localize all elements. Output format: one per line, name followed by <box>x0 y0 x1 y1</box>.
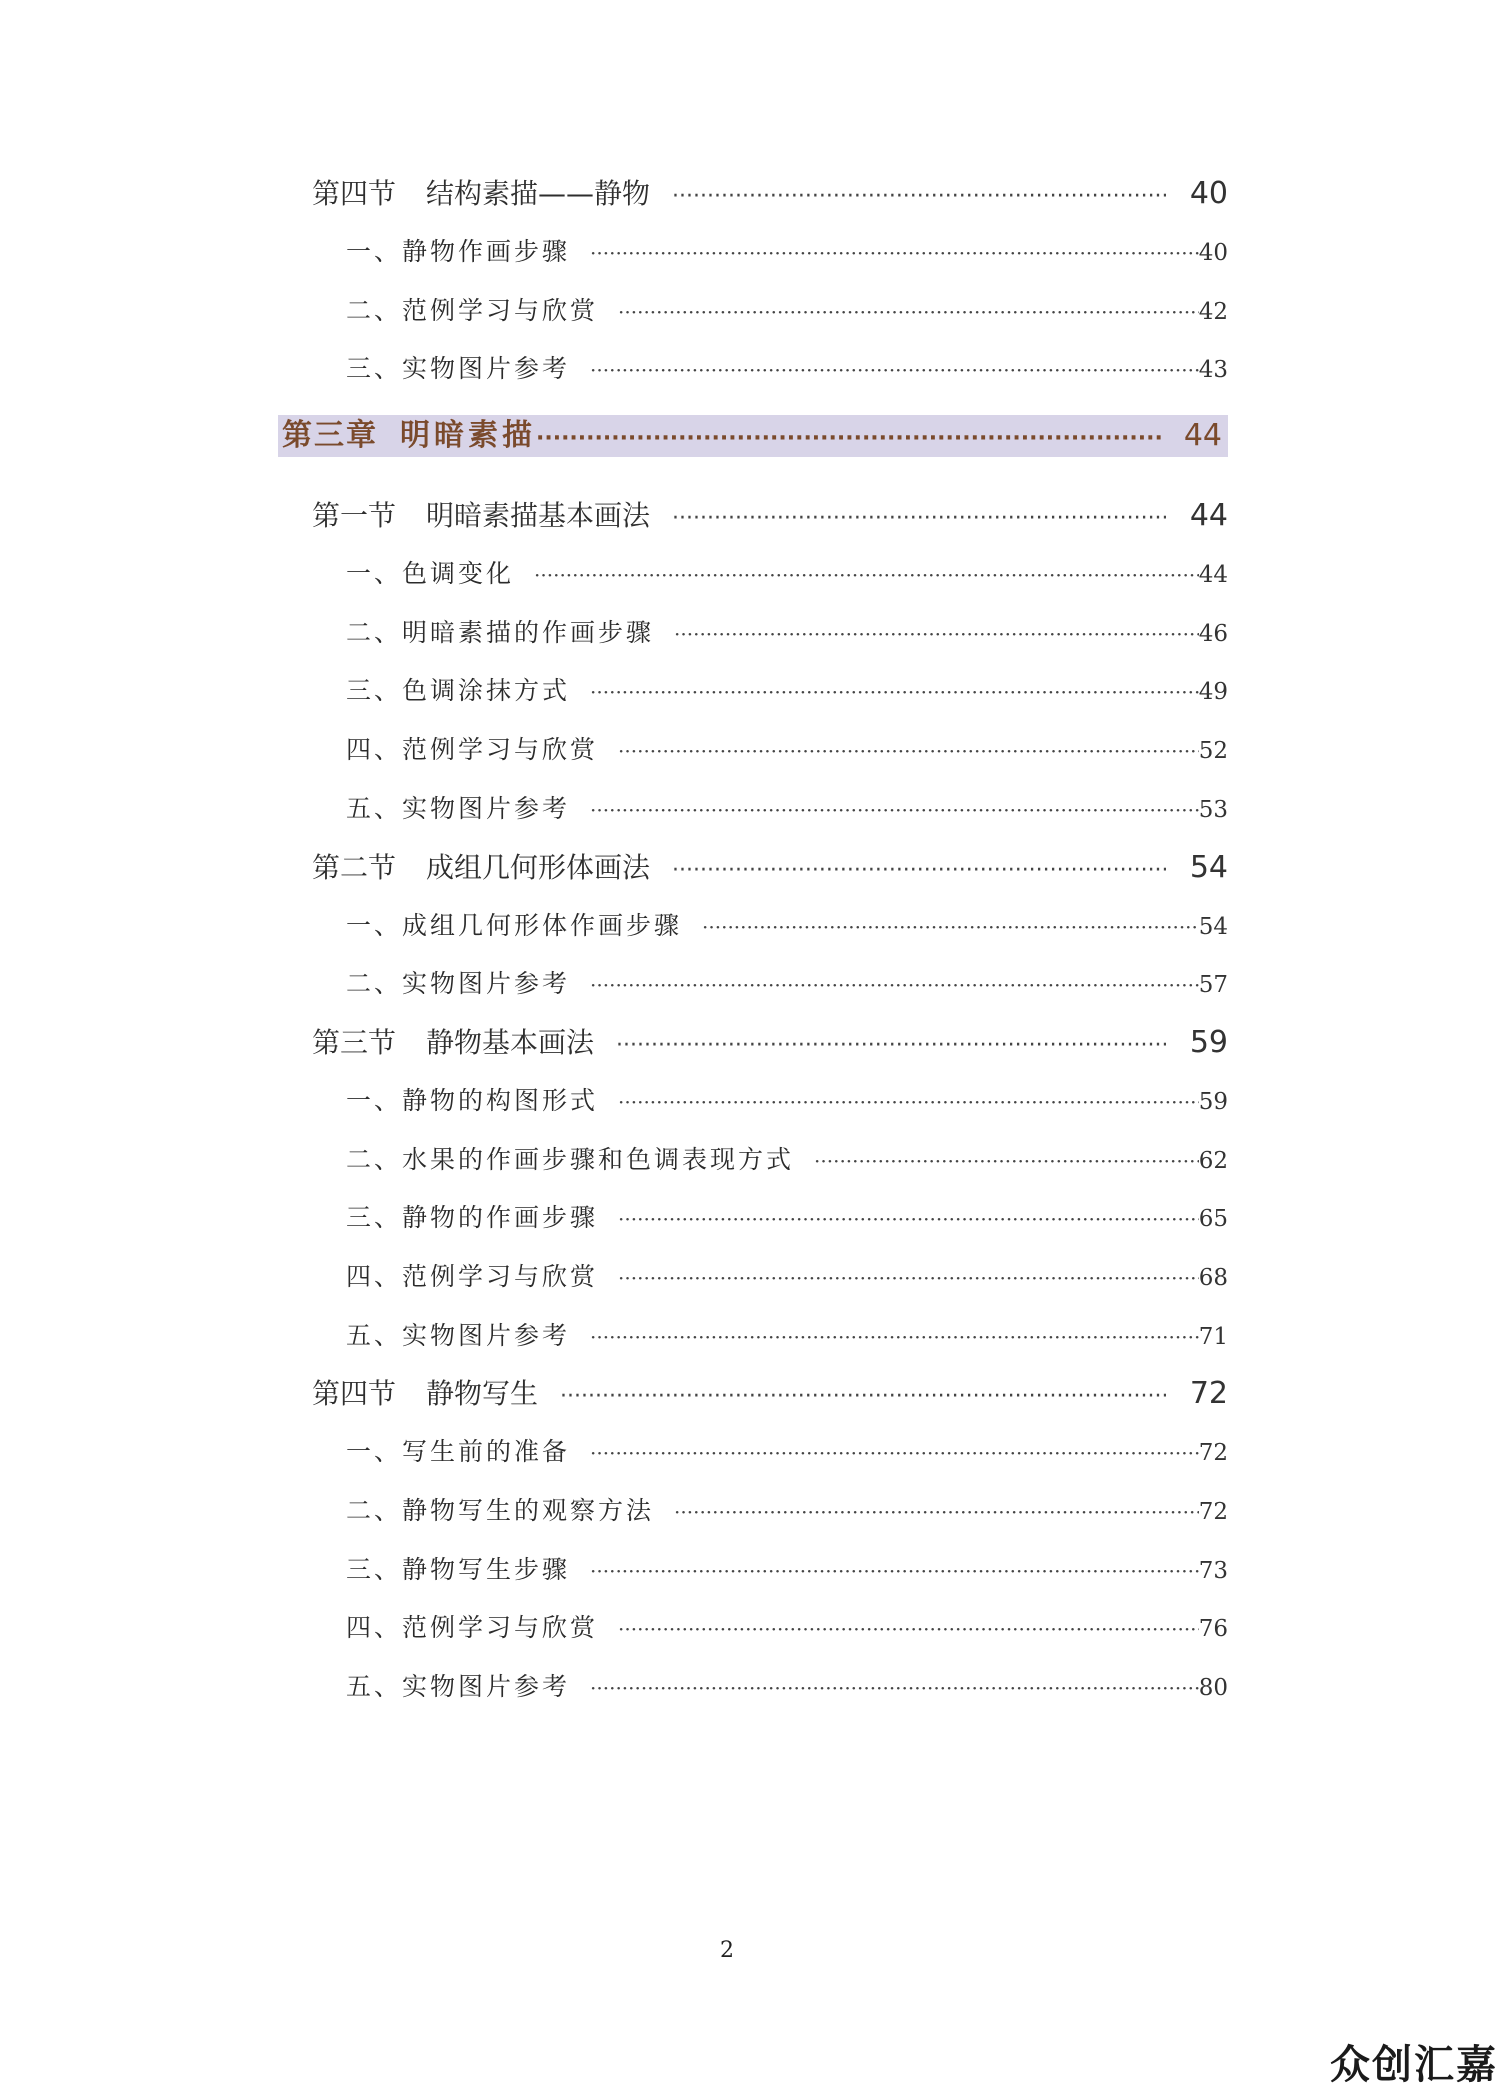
item-label: 二、明暗素描的作画步骤 <box>346 617 655 647</box>
dot-leader <box>618 1190 1199 1249</box>
dot-leader <box>534 546 1199 605</box>
item-label: 二、范例学习与欣赏 <box>346 295 599 325</box>
section-page-number: 72 <box>1189 1376 1228 1412</box>
item-label: 三、色调涂抹方式 <box>346 676 571 706</box>
section-label: 第一节 明暗素描基本画法 <box>312 499 651 533</box>
toc-item[interactable] <box>278 1307 1228 1366</box>
dot-leader <box>560 1368 1166 1426</box>
dot-leader <box>814 1132 1199 1191</box>
item-label: 四、范例学习与欣赏 <box>346 1613 599 1643</box>
item-page-number: 46 <box>1198 620 1228 647</box>
toc-item[interactable] <box>278 545 1228 604</box>
dot-leader <box>618 1073 1199 1132</box>
item-page-number: 44 <box>1198 562 1228 589</box>
toc-chapter-3[interactable] <box>278 415 1228 457</box>
table-of-contents <box>278 165 1228 1717</box>
section-label: 第三节 静物基本画法 <box>312 1025 595 1059</box>
page-number: 2 <box>720 1938 734 1963</box>
toc-item[interactable] <box>278 604 1228 663</box>
dot-leader <box>590 224 1199 283</box>
item-page-number: 43 <box>1198 357 1228 384</box>
section-page-number: 59 <box>1189 1024 1228 1060</box>
dot-leader <box>616 1017 1166 1075</box>
item-label: 一、成组几何形体作画步骤 <box>346 910 683 940</box>
item-label: 一、静物的构图形式 <box>346 1085 599 1115</box>
item-label: 二、水果的作画步骤和色调表现方式 <box>346 1144 795 1174</box>
toc-item[interactable] <box>278 340 1228 399</box>
section-page-number: 54 <box>1189 849 1228 885</box>
item-page-number: 71 <box>1198 1323 1228 1350</box>
toc-section-3[interactable] <box>278 1014 1228 1072</box>
section-page-number: 40 <box>1189 176 1228 211</box>
toc-item[interactable] <box>278 1189 1228 1248</box>
section-label: 第四节 结构素描——静物 <box>312 177 651 210</box>
item-label: 一、静物作画步骤 <box>346 237 571 266</box>
toc-item[interactable] <box>278 1658 1228 1717</box>
toc-item[interactable] <box>278 897 1228 956</box>
dot-leader <box>590 1308 1199 1367</box>
item-page-number: 62 <box>1198 1147 1228 1174</box>
item-page-number: 42 <box>1198 298 1228 325</box>
dot-leader <box>590 1424 1199 1483</box>
dot-leader <box>590 1659 1199 1718</box>
item-page-number: 72 <box>1198 1499 1228 1525</box>
chapter-page-number: 44 <box>1183 418 1222 454</box>
chapter-label: 第三章 明暗素描 <box>282 418 536 454</box>
toc-item[interactable] <box>278 282 1228 341</box>
toc-item[interactable] <box>278 780 1228 839</box>
dot-leader <box>590 663 1199 722</box>
item-label: 四、范例学习与欣赏 <box>346 1261 599 1291</box>
dot-leader <box>536 418 1162 460</box>
dot-leader <box>618 722 1199 781</box>
item-page-number: 76 <box>1198 1616 1228 1643</box>
dot-leader <box>618 1600 1199 1659</box>
item-label: 三、静物写生步骤 <box>346 1554 571 1584</box>
item-label: 五、实物图片参考 <box>346 1672 571 1702</box>
toc-item[interactable] <box>278 1423 1228 1482</box>
watermark-logo: 众创汇嘉 <box>1330 2042 1498 2088</box>
item-page-number: 73 <box>1198 1557 1228 1584</box>
dot-leader <box>672 490 1166 548</box>
toc-item[interactable] <box>278 1248 1228 1307</box>
item-label: 五、实物图片参考 <box>346 1320 571 1350</box>
toc-item[interactable] <box>278 1599 1228 1658</box>
toc-item[interactable] <box>278 1541 1228 1600</box>
item-page-number: 49 <box>1198 679 1228 706</box>
toc-section-1[interactable] <box>278 487 1228 545</box>
dot-leader <box>672 168 1166 226</box>
item-page-number: 72 <box>1198 1440 1228 1467</box>
item-page-number: 68 <box>1198 1264 1228 1291</box>
dot-leader <box>590 1542 1199 1601</box>
item-page-number: 40 <box>1198 240 1228 266</box>
toc-item[interactable] <box>278 1482 1228 1541</box>
item-page-number: 54 <box>1198 913 1228 940</box>
toc-section-4-structure[interactable] <box>278 165 1228 223</box>
toc-item[interactable] <box>278 662 1228 721</box>
section-page-number: 44 <box>1189 498 1228 534</box>
section-label: 第四节 静物写生 <box>312 1377 539 1411</box>
item-label: 三、静物的作画步骤 <box>346 1203 599 1233</box>
item-label: 二、实物图片参考 <box>346 969 571 999</box>
dot-leader <box>590 781 1199 840</box>
item-label: 四、范例学习与欣赏 <box>346 735 599 765</box>
toc-section-4-still-life[interactable] <box>278 1365 1228 1423</box>
dot-leader <box>590 956 1199 1015</box>
toc-item[interactable] <box>278 1072 1228 1131</box>
toc-item[interactable] <box>278 1131 1228 1190</box>
dot-leader <box>702 898 1199 957</box>
toc-section-2[interactable] <box>278 839 1228 897</box>
item-page-number: 57 <box>1198 972 1228 999</box>
toc-item[interactable] <box>278 223 1228 282</box>
item-label: 一、写生前的准备 <box>346 1437 571 1467</box>
section-label: 第二节 成组几何形体画法 <box>312 850 651 884</box>
dot-leader <box>618 283 1199 342</box>
toc-item[interactable] <box>278 721 1228 780</box>
item-page-number: 80 <box>1198 1675 1228 1702</box>
dot-leader <box>674 1483 1199 1542</box>
dot-leader <box>590 341 1199 400</box>
item-label: 五、实物图片参考 <box>346 793 571 823</box>
item-page-number: 52 <box>1198 738 1228 765</box>
item-label: 三、实物图片参考 <box>346 354 571 384</box>
item-label: 二、静物写生的观察方法 <box>346 1496 655 1525</box>
dot-leader <box>674 605 1199 664</box>
dot-leader <box>618 1249 1199 1308</box>
dot-leader <box>672 842 1166 900</box>
item-page-number: 53 <box>1198 796 1228 823</box>
item-label: 一、色调变化 <box>346 559 515 589</box>
toc-item[interactable] <box>278 955 1228 1014</box>
item-page-number: 65 <box>1198 1206 1228 1233</box>
item-page-number: 59 <box>1198 1088 1228 1115</box>
